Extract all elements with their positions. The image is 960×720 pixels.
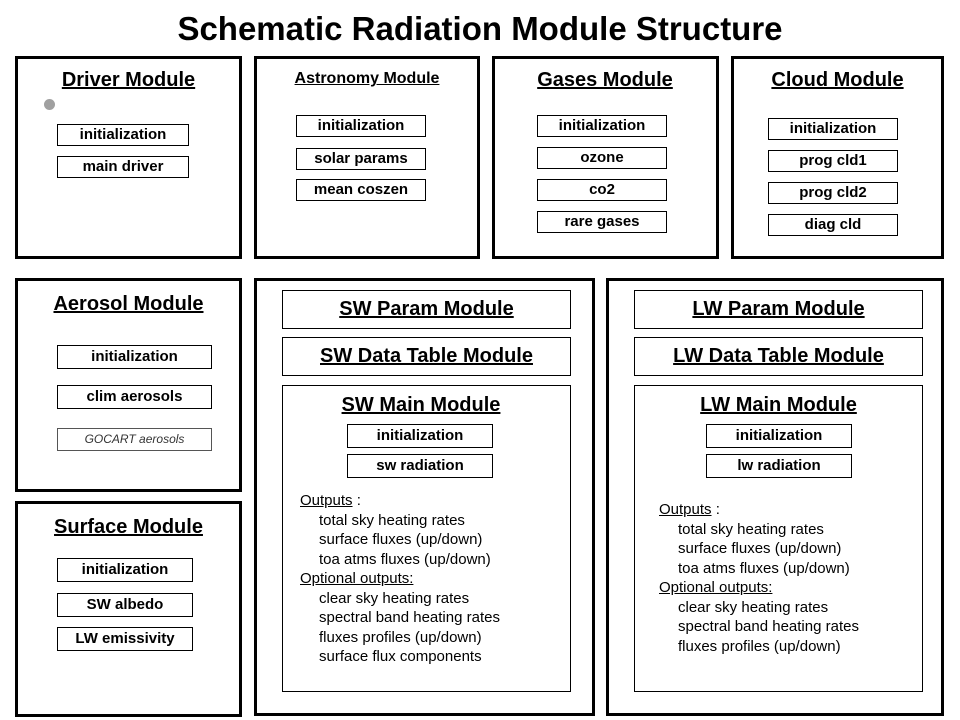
sw-optional-output-item: surface flux components [319,648,482,665]
surface-item: SW albedo [57,593,193,617]
lw-main-item: initialization [706,424,852,448]
lw-param-module: LW Param Module [634,290,923,329]
driver-module-title: Driver Module [61,69,196,91]
sw-outputs-heading [300,491,568,511]
cloud-item: prog cld2 [768,182,898,204]
lw-module-group [606,278,944,716]
lw-main-item: lw radiation [706,454,852,478]
outputs-colon: : [352,492,361,509]
surface-module [15,501,242,717]
lw-main-module-title: LW Main Module [700,394,857,416]
lw-optional-output-item: clear sky heating rates [678,598,829,616]
lw-outputs-heading [659,500,921,520]
sw-optional-output-item: spectral band heating rates [319,609,500,626]
lw-optional-output-item: spectral band heating rates [678,618,859,635]
astronomy-item: mean coszen [296,179,426,201]
lw-output-item: toa atms fluxes (up/down) [678,559,850,577]
gases-item: co2 [537,179,667,201]
aerosol-item: initialization [57,345,212,369]
sw-output-item: surface fluxes (up/down) [319,531,483,548]
astronomy-item: initialization [296,115,426,137]
outputs-label: Outputs [300,492,353,509]
outputs-label: Outputs [659,501,712,518]
page-title: Schematic Radiation Module Structure [177,10,783,47]
cloud-module [731,56,944,259]
astronomy-module [254,56,480,259]
gases-item: rare gases [537,211,667,233]
sw-main-module-title: SW Main Module [341,394,501,416]
gases-module-title: Gases Module [537,69,673,91]
driver-module [15,56,242,259]
cloud-module-title: Cloud Module [771,69,904,91]
aerosol-module [15,278,242,492]
sw-output-item: total sky heating rates [319,511,465,529]
sw-data-table-module: SW Data Table Module [282,337,571,376]
lw-optional-outputs-heading: Optional outputs: [659,579,773,596]
sw-param-module: SW Param Module [282,290,571,329]
sw-main-item: sw radiation [347,454,493,478]
astronomy-module-title: Astronomy Module [294,70,440,87]
sw-optional-output-item: fluxes profiles (up/down) [319,628,482,646]
driver-item: initialization [57,124,189,146]
cloud-item: prog cld1 [768,150,898,172]
cloud-item: diag cld [768,214,898,236]
surface-module-title: Surface Module [54,516,203,538]
sw-module-group [254,278,595,716]
cloud-item: initialization [768,118,898,140]
gases-item: initialization [537,115,667,137]
gases-module [492,56,719,259]
lw-data-table-module: LW Data Table Module [634,337,923,376]
outputs-colon: : [711,501,720,518]
sw-outputs [300,491,568,667]
aerosol-item: GOCART aerosols [57,428,212,451]
lw-optional-output-item: fluxes profiles (up/down) [678,637,841,655]
sw-main-module [282,385,571,692]
sw-optional-outputs-heading: Optional outputs: [300,570,414,587]
driver-item: main driver [57,156,189,178]
lw-output-item: total sky heating rates [678,520,824,538]
surface-item: initialization [57,558,193,582]
lw-outputs [659,500,921,656]
aerosol-module-title: Aerosol Module [53,293,204,315]
surface-item: LW emissivity [57,627,193,651]
lw-main-module [634,385,923,692]
lw-output-item: surface fluxes (up/down) [678,540,842,557]
sw-main-item: initialization [347,424,493,448]
aerosol-item: clim aerosols [57,385,212,409]
bullet-dot-icon [44,99,55,110]
sw-optional-output-item: clear sky heating rates [319,589,470,607]
sw-output-item: toa atms fluxes (up/down) [319,550,491,568]
astronomy-item: solar params [296,148,426,170]
gases-item: ozone [537,147,667,169]
